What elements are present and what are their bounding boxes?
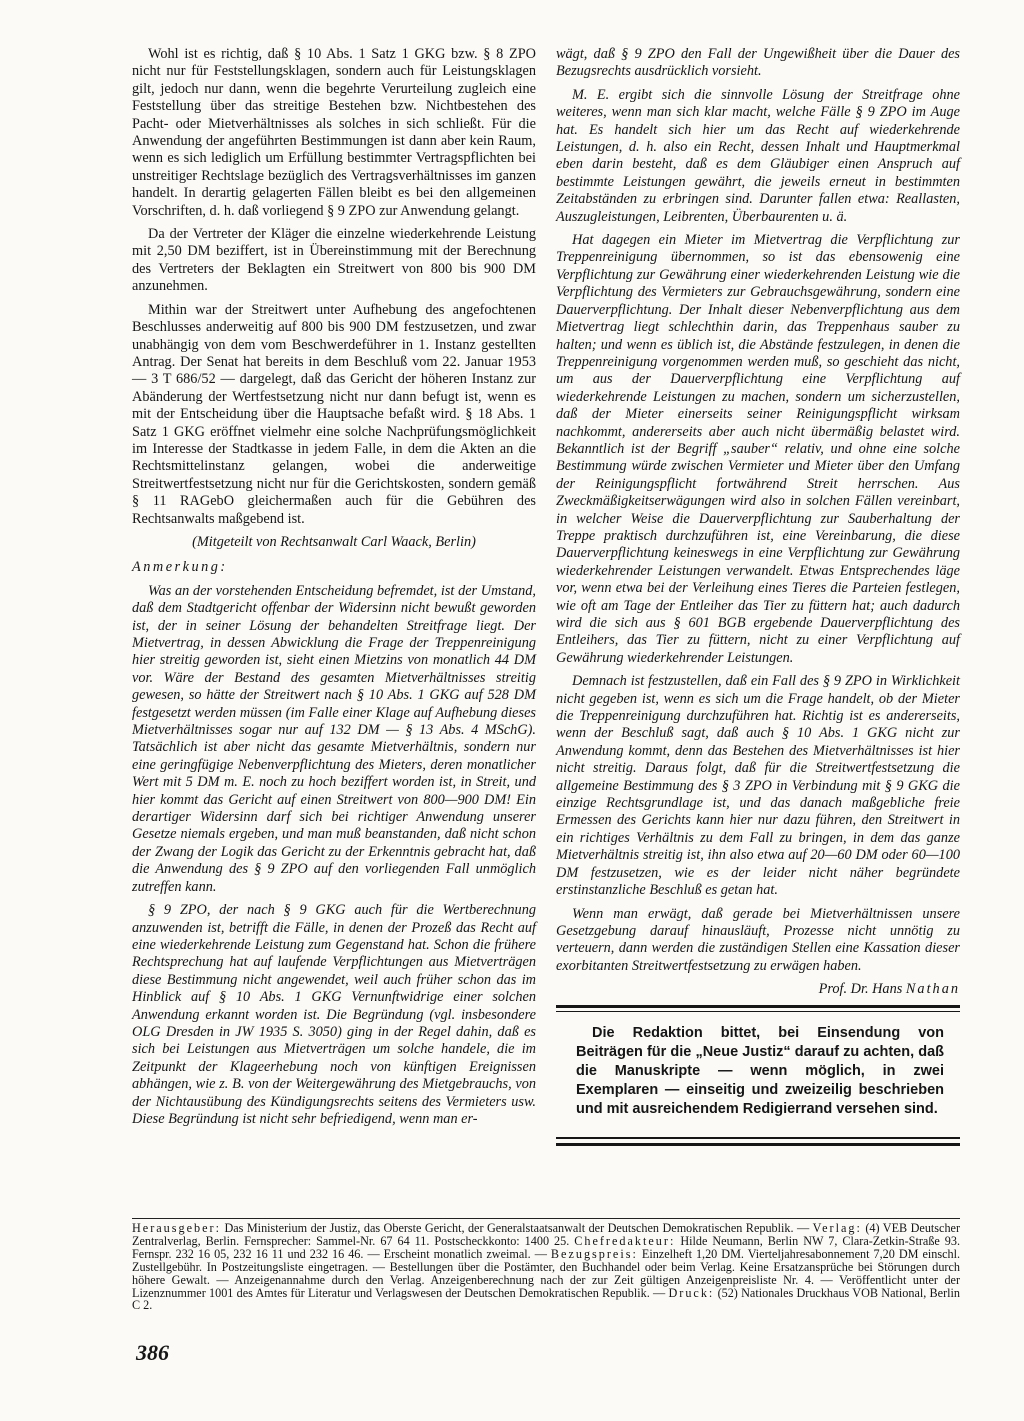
- imprint-text: Hilde Neumann, Berlin NW 7, Clara-Zetkin-Straße 93. Fernspr. 232 16 05, 232 16 11 und 232 16 46. — Erscheint monatlich zweimal. —: [132, 1233, 961, 1261]
- right-column: [556, 46, 960, 1149]
- imprint-text: (4) VEB Deutscher Zentralverlag, Berlin. Fernsprecher: Sammel-Nr. 67 64 11. Postscheckkonto: 1400 25.: [132, 1221, 961, 1248]
- annotation-paragraph: M. E. ergibt sich die sinnvolle Lösung der Streitfrage ohne weiteres, wenn man sich klar macht, welche Fälle § 9 ZPO im Auge hat. Es handelt sich hier um das Recht auf wiederkehrende Leistungen, d. h. also ein Recht, dessen Inhalt und Hauptmerkmal eben darin besteht, daß es dem Gläubiger einen Anspruch auf bestimmte Leistungen gewährt, die jeweils erneut in bestimmten Zeitabständen zu erbringen sind. Darunter fallen etwa: Reallasten, Auszugleistungen, Leibrenten, Überbaurenten u. ä.: [556, 86, 960, 225]
- annotation-paragraph: Hat dagegen ein Mieter im Mietvertrag die Verpflichtung zur Treppenreinigung übernommen, so ist das ebensowenig eine Verpflichtung zur Gewährung einer wiederkehrenden Leistung wie die Verpflichtung des Vermieters zur Gebrauchsgewährung, sondern eine Dauerverpflichtung. Der Inhalt dieser Nebenverpflichtung aus dem Mietvertrag liegt schlechthin darin, das Treppenhaus sauber zu halten; und wenn es üblich ist, die Abstände festzulegen, in denen die Treppenreinigung vorgenommen werden muß, so geschieht das nicht, um aus der Dauerverpflichtung eine Verpflichtung auf wiederkehrende Leistungen zu machen, sondern um sicherzustellen, daß der Mieter einerseits seiner Reinigungspflicht wirksam nachkommt, andererseits aber auch nicht übermäßig belastet wird. Bekanntlich ist der Begriff „sauber“ relativ, und ohne eine solche Bestimmung würde zwischen Vermieter und Mieter über den Umfang der Reinigungspflicht fortwährend Streit herrschen. Aus Zweckmäßigkeitserwägungen wird also in solchen Fällen vereinbart, in welcher Weise die Dauerverpflichtung zur Sauberhaltung der Treppe praktisch durchzuführen ist, eine Vereinbarung, die diese Dauerverpflichtung keineswegs in eine Verpflichtung zur Gewährung wiederkehrender Leistungen verwandelt. Etwas Entsprechendes läge vor, wenn etwa bei der Verleihung eines Tieres die Parteien festlegen, wie oft am Tage der Entleiher das Tier zu füttern hat; auch dadurch wird die sich aus § 601 BGB ergebende Dauerverpflichtung des Entleihers, das Tier zu füttern, nicht zu einer Verpflichtung auf Gewährung wiederkehrender Leistungen.: [556, 232, 960, 666]
- imprint-label: Verlag:: [812, 1221, 862, 1235]
- left-column: [132, 46, 536, 1134]
- signature: [556, 981, 960, 998]
- imprint-text: (52) Nationales Druckhaus VOB National, Berlin C 2.: [132, 1285, 961, 1313]
- imprint-label: Chefredakteur:: [574, 1233, 676, 1248]
- page-number: 386: [136, 1340, 169, 1365]
- imprint-text: Einzelheft 1,20 DM. Vierteljahresabonnement 7,20 DM einschl. Zustellgebühr. In Postzeitungsliste eingetragen. — Bestellungen über die Postämter, den Buchhandel oder beim Verlag. Keine Ersatzansprüche bei Störungen durch höhere Gewalt. — Anzeigenannahme durch den Verlag. Anzeigenberechnung nach der zur Zeit gültigen Anzeigenpreisliste Nr. 4. — Veröffentlicht unter der Lizenznummer 1001 des Amtes für Literatur und Verlagswesen der Deutschen Demokratischen Republik. —: [132, 1246, 961, 1300]
- notice-rule-bottom: [556, 1143, 960, 1146]
- annotation-paragraph: § 9 ZPO, der nach § 9 GKG auch für die Wertberechnung anzuwenden ist, betrifft die Fälle, in denen der Prozeß das Recht auf eine wiederkehrende Leistung zum Gegenstand hat. Schon die frühere Rechtsprechung hat auf laufende Verpflichtungen aus Mietverträgen diese Bestimmung nicht angewendet, weil auch früher schon das im Hinblick auf § 10 Abs. 1 GKG Vernunftwidrige einer solchen Anwendung erkannt worden ist. Die Begründung (vgl. insbesondere OLG Dresden in JW 1935 S. 3050) ging in der Regel dahin, daß es sich bei Leistungen aus Mietverträgen um solche handele, die im Zeitpunkt der Klageerhebung noch von künftigen Ereignissen abhängen, wie z. B. von der Weitergewährung des Mietgebrauchs, von der Nichtausübung des Kündigungsrechts seitens des Vermieters usw. Diese Begründung ist nicht sehr befriedigend, wenn man er-: [132, 902, 536, 1127]
- notice-rule-top: [556, 1011, 960, 1013]
- paragraph: Da der Vertreter der Kläger die einzelne wiederkehrende Leistung mit 2,50 DM beziffert, ist in Übereinstimmung mit der Berechnung des Vertreters der Beklagten ein Streitwert von 800 bis 900 DM anzunehmen.: [132, 226, 536, 295]
- annotation-paragraph: wägt, daß § 9 ZPO den Fall der Ungewißheit über die Dauer des Bezugsrechts ausdrücklich vorsieht.: [556, 46, 960, 80]
- signature-name: Nathan: [905, 981, 960, 998]
- attribution: (Mitgeteilt von Rechtsanwalt Carl Waack, Berlin): [192, 533, 476, 550]
- paragraph: Wohl ist es richtig, daß § 10 Abs. 1 Satz 1 GKG bzw. § 8 ZPO nicht nur für Feststellungsklagen, sondern auch für Leistungsklagen gilt, jedoch nur dann, wenn die begehrte Verurteilung zugleich eine Feststellung über das streitige Bestehen bzw. Nichtbestehen des Pacht- oder Mietverhältnisses als solches in sich schließt. Für die Anwendung der angeführten Bestimmungen ist dann aber kein Raum, wenn es sich lediglich um Erfüllung bestimmter Vertragspflichten bei unstreitiger Rechtslage bezüglich des Vertragsverhältnisses im ganzen handelt. In derartig gelagerten Fällen bleibt es bei den allgemeinen Vorschriften, d. h. daß vorliegend § 9 ZPO zur Anwendung gelangt.: [132, 46, 536, 219]
- notice-rule-bottom: [556, 1137, 960, 1139]
- notice-rule-top: [556, 1005, 960, 1008]
- annotation-paragraph: Was an der vorstehenden Entscheidung befremdet, ist der Umstand, daß dem Stadtgericht offenbar der Widersinn nicht bewußt geworden ist, der in seiner Lösung der behandelten Streitfrage liegt. Der Mietvertrag, in dessen Abwicklung die Frage der Treppenreinigung hier streitig geworden ist, sieht einen Mietzins von monatlich 44 DM vor. Wäre der Bestand des gesamten Mietverhältnisses streitig gewesen, so hätte der Streitwert nach § 10 Abs. 1 GKG auf 528 DM festgesetzt werden müssen (im Falle einer Klage auf Aufhebung dieses Mietverhältnisses sogar nur auf 132 DM — § 13 Abs. 4 MSchG). Tatsächlich ist aber nicht das gesamte Mietverhältnis, sondern nur eine geringfügige Nebenverpflichtung des Mieters, deren monatlicher Wert mit 5 DM m. E. noch zu hoch beziffert worden ist, in Streit, und hier kommt das Gericht auf einen Streitwert von 800—900 DM! Ein derartiger Widersinn darf sich bei richtiger Anwendung unserer Gesetze niemals ergeben, und man muß beanstanden, daß nicht schon der Zwang der Logik das Gericht zu der Erkenntnis gebracht hat, daß die Anwendung des § 9 ZPO auf den vorliegenden Fall unmöglich zutreffen kann.: [132, 582, 536, 895]
- imprint-label: Herausgeber:: [132, 1221, 221, 1235]
- imprint-label: Bezugspreis:: [550, 1246, 638, 1261]
- annotation-paragraph: Demnach ist festzustellen, daß ein Fall des § 9 ZPO in Wirklichkeit nicht gegeben ist, wenn es sich um die Frage handelt, ob der Mieter die Treppenreinigung durchzuführen hat. Richtig ist es andererseits, wenn der Beschluß sagt, daß auch § 10 Abs. 1 GKG nicht zur Anwendung kommt, denn das Bestehen des Mietverhältnisses ist hier nicht streitig. Daraus folgt, daß für die Streitwertfestsetzung die allgemeine Bestimmung des § 3 ZPO in Verbindung mit § 9 GKG die einzige Rechtsgrundlage ist, und das danach maßgebliche freie Ermessen des Gerichts kann hier nur dazu führen, den Streitwert in ein richtiges Verhältnis zu dem Fall zu bringen, in dem das ganze Mietverhältnis streitig ist, ihn also etwa auf 20—60 DM oder 60—100 DM festzusetzen, wie es der leider nicht näher begründete erstinstanzliche Beschluß es getan hat.: [556, 673, 960, 899]
- imprint: [132, 1218, 960, 1312]
- anmerkung-heading: Anmerkung:: [132, 559, 228, 576]
- editorial-notice: Die Redaktion bittet, bei Einsendung von Beiträgen für die „Neue Justiz“ darauf zu achten, daß die Manuskripte — wenn möglich, in zwei Exemplaren — einseitig und zweizeilig beschrieben und mit ausreichendem Redigierrand versehen sind.: [576, 1025, 944, 1118]
- signature-title: Prof. Dr. Hans: [818, 981, 903, 998]
- annotation-paragraph: Wenn man erwägt, daß gerade bei Mietverhältnissen unsere Gesetzgebung darauf hinausläuft, Prozesse nicht unnötig zu verteuern, dann werden die zuständigen Stellen eine Kassation dieser exorbitanten Streitwertfestsetzung zu erwägen haben.: [556, 905, 960, 974]
- imprint-text: Das Ministerium der Justiz, das Oberste Gericht, der Generalstaatsanwalt der Deutschen Demokratischen Republik. —: [224, 1221, 810, 1235]
- paragraph: Mithin war der Streitwert unter Aufhebung des angefochtenen Beschlusses anderweitig auf 800 bis 900 DM festzusetzen, und zwar unabhängig von dem vom Beschwerdeführer in 1. Instanz gestellten Antrag. Der Senat hat bereits in dem Beschluß vom 22. Januar 1953 — 3 T 686/52 — dargelegt, daß das Gericht der höheren Instanz zur Abänderung der Wertfestsetzung nicht nur dann befugt ist, wenn es mit der Entscheidung über die Hauptsache befaßt wird. § 18 Abs. 1 Satz 1 GKG eröffnet vielmehr eine solche Nachprüfungsmöglichkeit im Interesse der Stadtkasse in jedem Falle, in dem die Akten an die Rechtsmittelinstanz gelangen, wobei die anderweitige Streitwertfestsetzung nicht nur für die Gerichtskosten, sondern gemäß § 11 RAGebO gleichermaßen auch für die Gebühren des Rechtsanwalts maßgebend ist.: [132, 301, 536, 527]
- imprint-label: Druck:: [668, 1285, 715, 1300]
